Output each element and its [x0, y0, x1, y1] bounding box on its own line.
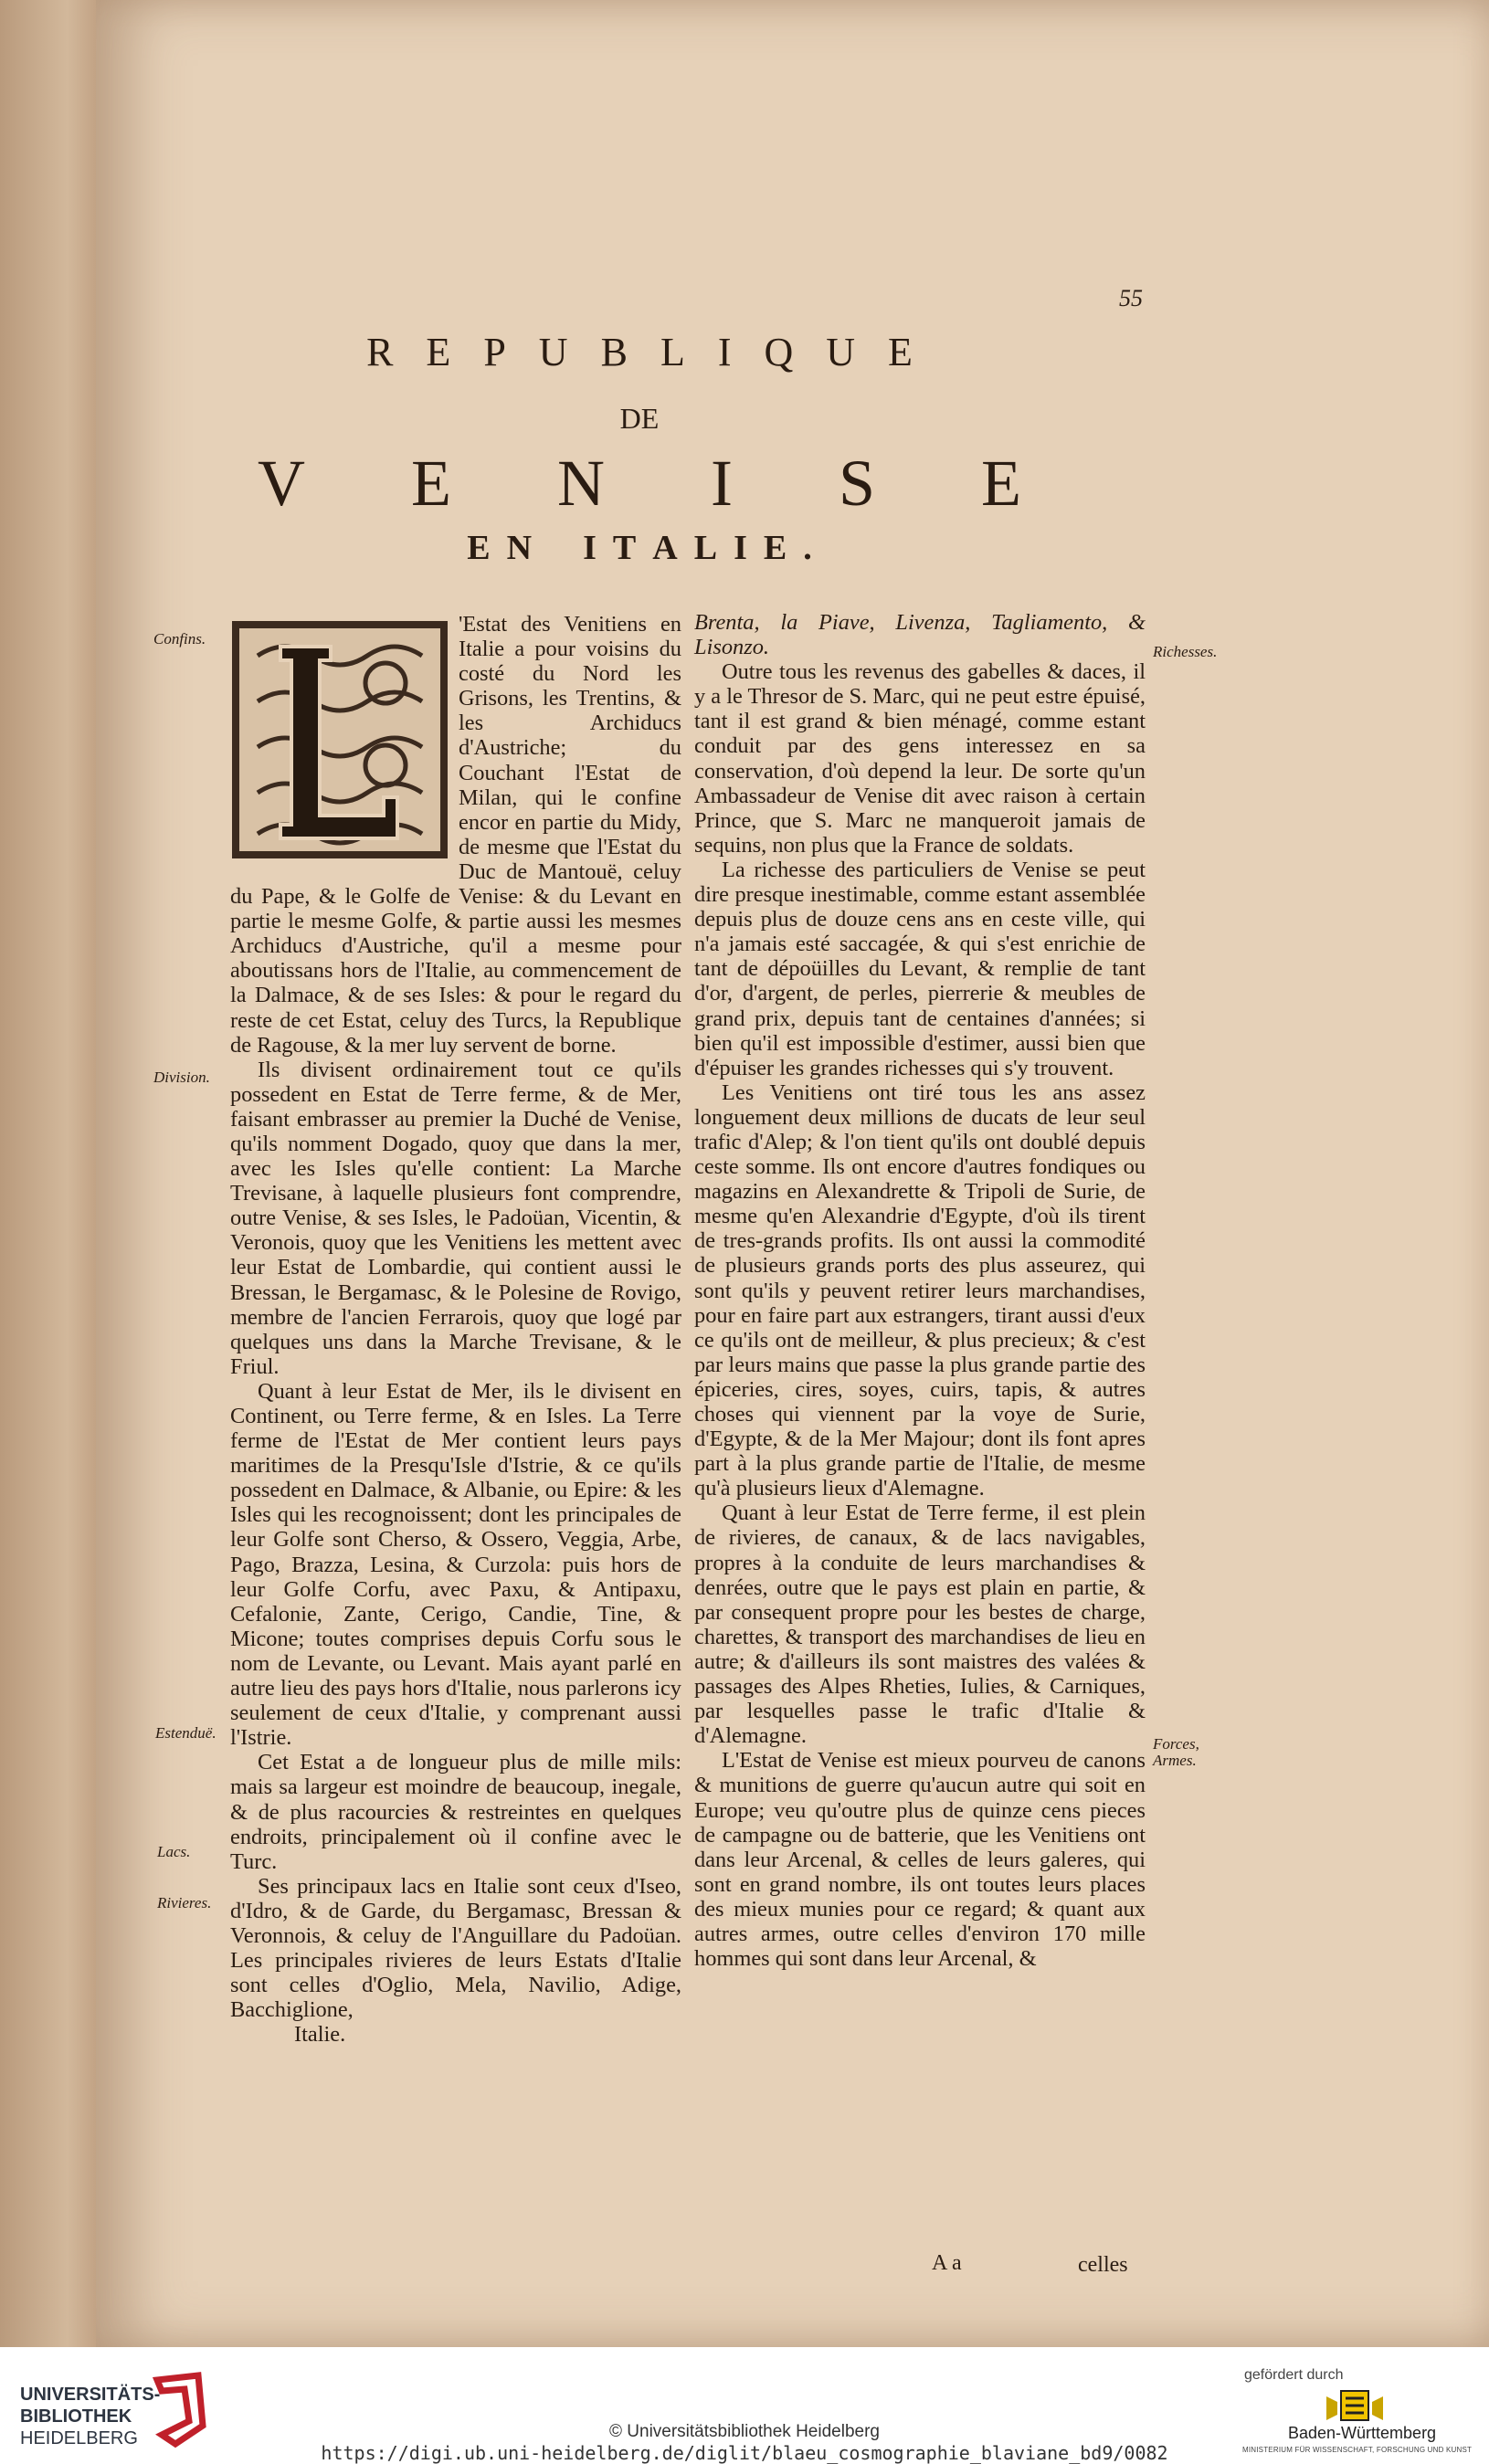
right-paragraph-4: Quant à leur Estat de Terre ferme, il est plein de rivieres, de canaux, & de lacs navigables, propres à la conduite de leurs marchandises & denrées, outre que le pays est plain en partie, & par consequent propre pour les bestes de charge, charettes, & transport des marchandises de lieu en autre; & d'ailleurs ils sont maistres des valées & passages des Alpes Rheties, Iulies, & Carniques, par lesquelles passe le trafic d'Italie & d'Alemagne. [694, 1501, 1146, 1749]
ornate-initial-l-icon [230, 619, 449, 860]
page-number: 55 [1119, 285, 1143, 311]
page-edge [0, 0, 96, 2347]
margin-note-division: Division. [153, 1069, 210, 1086]
left-paragraph-1: 'Estat des Venitiens en Italie a pour voisins du costé du Nord les Grisons, les Trentins, & les Archiducs d'Austriche; du Couchant l'Estat de Milan, qui le confine encor en partie du Midy, de mesme que l'Estat du Duc de Mantouë, celuy du Pape, & le Golfe de Venise: & du Levant en partie le mesme Golfe, & partie aussi les mesmes Archiducs d'Austriche, qu'il a mesme pour aboutissans hors de l'Italie, au commencement de la Dalmace, & de ses Isles: & pour le regard du reste de cet Estat, celuy des Turcs, la Republique de Ragouse, & la mer luy servent de borne. [230, 612, 681, 1058]
margin-note-rivieres: Rivieres. [157, 1894, 212, 1911]
right-paragraph-1: Outre tous les revenus des gabelles & daces, il y a le Thresor de S. Marc, qui ne peut estre épuisé, tant il est grand & bien ménagé, comme estant conduit par des gens interessez en sa conservation, d'où depend la leur. De sorte qu'un Ambassadeur de Venise dit avec raison à certain Prince, que S. Marc ne manqueroit jamais de sequins, non plus que la France de soldats. [694, 659, 1146, 858]
signature-mark: A a [932, 2251, 962, 2275]
left-paragraph-2: Ils divisent ordinairement tout ce qu'ils possedent en Estat de Terre ferme, & de Mer, faisant embrasser au premier la Duché de Venise, qu'ils nomment Dogado, quoy que dans la mer, avec les Isles qu'elle contient: La Marche Trevisane, à laquelle plusieurs font comprendre, outre Venise, & ses Isles, le Padoüan, Vicentin, & Veronois, quoy que les Venitiens les mettent avec leur Estat de Lombardie, qui contient aussi le Bressan, le Bergamasc, & le Polesine de Rovigo, membre de l'ancien Ferrarois, quoy que logé par quelques uns dans la Marche Trevisane, & le Friul. [230, 1057, 681, 1379]
margin-note-armes: Armes. [1153, 1752, 1197, 1769]
left-paragraph-5: Ses principaux lacs en Italie sont ceux d'Iseo, d'Idro, & de Garde, du Bergamasc, Bressan & Veronnois, & celuy de l'Anguillare du Padoüan. Les principales rivieres de leurs Estats d'Italie sont celles d'Oglio, Mela, Navilio, Adige, Bacchiglione, [230, 1873, 681, 2023]
source-url[interactable]: https://digi.ub.uni-heidelberg.de/diglit/blaeu_cosmographie_blaviane_bd9/0082 [321, 2442, 1168, 2464]
margin-note-richesses: Richesses. [1153, 643, 1218, 660]
ub-heidelberg-logo-text[interactable]: UNIVERSITÄTS- BIBLIOTHEK HEIDELBERG [20, 2385, 161, 2448]
funder-name[interactable]: Baden-Württemberg [1288, 2424, 1437, 2442]
margin-note-lacs: Lacs. [157, 1843, 191, 1860]
decorated-initial-l [230, 619, 449, 860]
left-paragraph-3: Quant à leur Estat de Mer, ils le divisent en Continent, ou Terre ferme, & en Isles. La Terre ferme de l'Estat de Mer contient leurs pays maritimes de la Presqu'Isle d'Istrie, & ce qu'ils possedent en Dalmace, & Albanie, ou Epire: & les Isles qui les recognoissent; dont les principales de leur Golfe sont Cherso, & Ossero, Veggia, Arbe, Pago, Brazza, Lesina, & Curzola: puis hors de leur Golfe Corfu, avec Paxu, & Antipaxu, Cefalonie, Zante, Cerigo, Candie, Tine, & Micone; toutes comprises depuis Corfu sous le nom de Levante, ou Levant. Mais ayant parlé en autre lieu des pays hors d'Italie, nous parlerons icy seulement de ceux d'Italie, y comprenant aussi l'Istrie. [230, 1378, 681, 1751]
margin-note-confins: Confins. [153, 630, 206, 648]
copyright-text: © Universitätsbibliothek Heidelberg [609, 2422, 880, 2441]
right-paragraph-5: L'Estat de Venise est mieux pourveu de canons & munitions de guerre qu'aucun autre qui soit en Europe; veu qu'outre plus de quinze cens pieces de campagne ou de batterie, que les Venitiens ont dans leur Arcenal, & celles de leurs galeres, qui sont en grand nombre, ils ont toutes leurs places des mieux munies pour ce regard; & quant aux autres armes, outre celles d'environ 170 mille hommes qui sont dans leur Arcenal, & [694, 1748, 1146, 1972]
funder-subtitle: MINISTERIUM FÜR WISSENSCHAFT, FORSCHUNG UND KUNST [1242, 2446, 1473, 2454]
title-venise: V E N I S E [258, 447, 1021, 520]
margin-note-forces: Forces, [1153, 1735, 1199, 1753]
catchword: celles [1078, 2253, 1128, 2277]
right-paragraph-2: La richesse des particuliers de Venise se peut dire presque inestimable, comme estant assemblée depuis plus de douze cens ans en ceste ville, qui n'a jamais esté saccagée, & qui s'est enrichie de tant de dépoüilles du Levant, & remplie de tant d'or, d'argent, de perles, pierrerie & meubles de grand prix, depuis tant de centaines d'années; si bien qu'il est impossible d'estimer, aussi bien que d'épuiser les grandes richesses qui s'y trouvent. [694, 857, 1146, 1080]
right-column [694, 610, 1146, 1971]
title-de: DE [619, 402, 660, 435]
baden-wuerttemberg-crest-icon [1323, 2387, 1387, 2424]
left-paragraph-4: Cet Estat a de longueur plus de mille mils: mais sa largeur est moindre de beaucoup, inegale, & de plus racourcies & restreintes en quelques endroits, principalement où il confine avec le Turc. [230, 1750, 681, 1874]
right-line-0: Brenta, la Piave, Livenza, Tagliamento, & Lisonzo. [694, 610, 1146, 660]
funded-by-label: gefördert durch [1244, 2367, 1344, 2383]
left-column [230, 612, 681, 2047]
left-final-word: Italie. [294, 2022, 346, 2048]
title-en-italie: E N I T A L I E . [467, 529, 812, 567]
right-paragraph-3: Les Venitiens ont tiré tous les ans assez longuement deux millions de ducats de leur seul trafic d'Alep; & l'on tient qu'ils ont doublé depuis ceste somme. Ils ont encore d'autres fondiques ou magazins en Alexandrette & Tripoli de Surie, de mesme qu'en Alexandrie d'Egypte, d'où ils tirent de tres-grands profits. Ils ont aussi la commodité de plusieurs grands ports des plus asseurez, qui sont qu'ils y peuvent retirer leurs marchandises, pour en faire part aux estrangers, tirant aussi d'eux ce qu'ils ont de meilleur, & plus precieux; & c'est par leurs mains que passe la plus grande partie des épiceries, cires, soyes, cuirs, tapis, & autres choses qui viennent par la voye de Surie, d'Egypte, & de la Mer Majour; dont ils font apres part à la plus grande partie de l'Italie, de mesme qu'à plusieurs lieux d'Alemagne. [694, 1079, 1146, 1501]
title-republique: R E P U B L I Q U E [366, 330, 913, 374]
margin-note-estendue: Estenduë. [155, 1724, 216, 1742]
footer-bar [0, 2347, 1489, 2464]
